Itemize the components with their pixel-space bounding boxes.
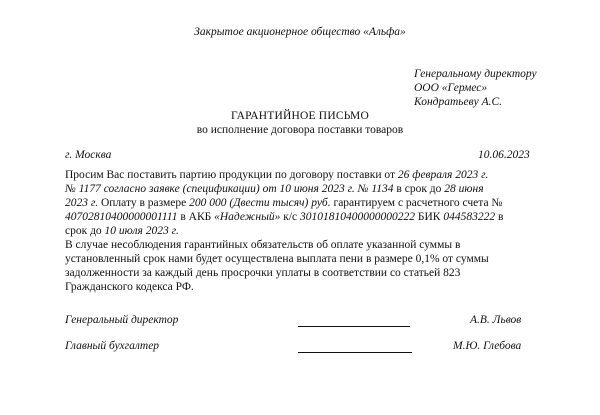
body-line-2 — [65, 182, 535, 196]
signature-role-director: Генеральный директор — [65, 314, 179, 326]
document-subtitle: во исполнение договора поставки товаров — [196, 124, 404, 136]
letter-body — [65, 168, 535, 294]
body-text-segment: срок до — [65, 225, 105, 237]
penalty-line-3: задолженности за каждый день просрочки уплаты в соответствии со статьей 823 — [65, 267, 461, 279]
recipient-position: Генеральному директору — [414, 68, 537, 80]
document-title: ГАРАНТИЙНОЕ ПИСЬМО — [231, 110, 369, 122]
bank-name: «Надежный» — [214, 211, 281, 223]
payment-deadline: 10 июля 2023 г. — [104, 225, 179, 237]
body-text-segment: гарантируем с расчетного счета № — [330, 197, 503, 209]
body-text-segment: в АКБ — [177, 211, 215, 223]
penalty-line-2: установленный срок нами будет осуществлена выплата пени в размере 0,1% от суммы — [65, 253, 489, 265]
signature-name-director: А.В. Львов — [470, 314, 522, 326]
body-text-segment: в срок до — [393, 183, 445, 195]
document-city: г. Москва — [65, 149, 112, 161]
body-line-3 — [65, 196, 535, 210]
payment-amount: 200 000 (Двести тысяч) руб. — [189, 197, 331, 209]
delivery-deadline-year: 2023 г. — [65, 197, 99, 209]
signature-line-accountant — [298, 352, 412, 353]
account-number: 40702810400000001111 — [65, 211, 178, 223]
penalty-line-4: Гражданского кодекса РФ. — [65, 281, 194, 293]
bik-code: 044583222 — [443, 211, 496, 223]
signature-role-accountant: Главный бухгалтер — [65, 340, 160, 352]
body-line-4 — [65, 210, 535, 224]
body-line-1 — [65, 168, 535, 182]
signature-name-accountant: М.Ю. Глебова — [453, 340, 522, 352]
contract-reference: № 1177 согласно заявке (спецификации) от 10 июня 2023 г. № 1134 — [65, 183, 394, 195]
document-date: 10.06.2023 — [478, 149, 530, 161]
body-line-5 — [65, 224, 535, 238]
recipient-person: Кондратьеву А.С. — [414, 96, 503, 108]
signature-line-director — [298, 326, 410, 327]
correspondent-account: 30101810400000000222 — [300, 211, 416, 223]
recipient-block — [414, 67, 537, 109]
penalty-line-1: В случае несоблюдения гарантийных обязательств об оплате указанной суммы в — [65, 239, 461, 251]
recipient-organization: ООО «Гермес» — [414, 82, 488, 94]
body-text-segment: Просим Вас поставить партию продукции по договору поставки от — [65, 169, 398, 181]
body-text-segment: БИК — [415, 211, 444, 223]
contract-date: 26 февраля 2023 г. — [397, 169, 489, 181]
company-name: Закрытое акционерное общество «Альфа» — [194, 26, 406, 38]
body-text-segment: в — [495, 211, 504, 223]
delivery-deadline: 28 июня — [444, 183, 484, 195]
body-text-segment: к/с — [280, 211, 301, 223]
body-text-segment: Оплату в размере — [98, 197, 190, 209]
